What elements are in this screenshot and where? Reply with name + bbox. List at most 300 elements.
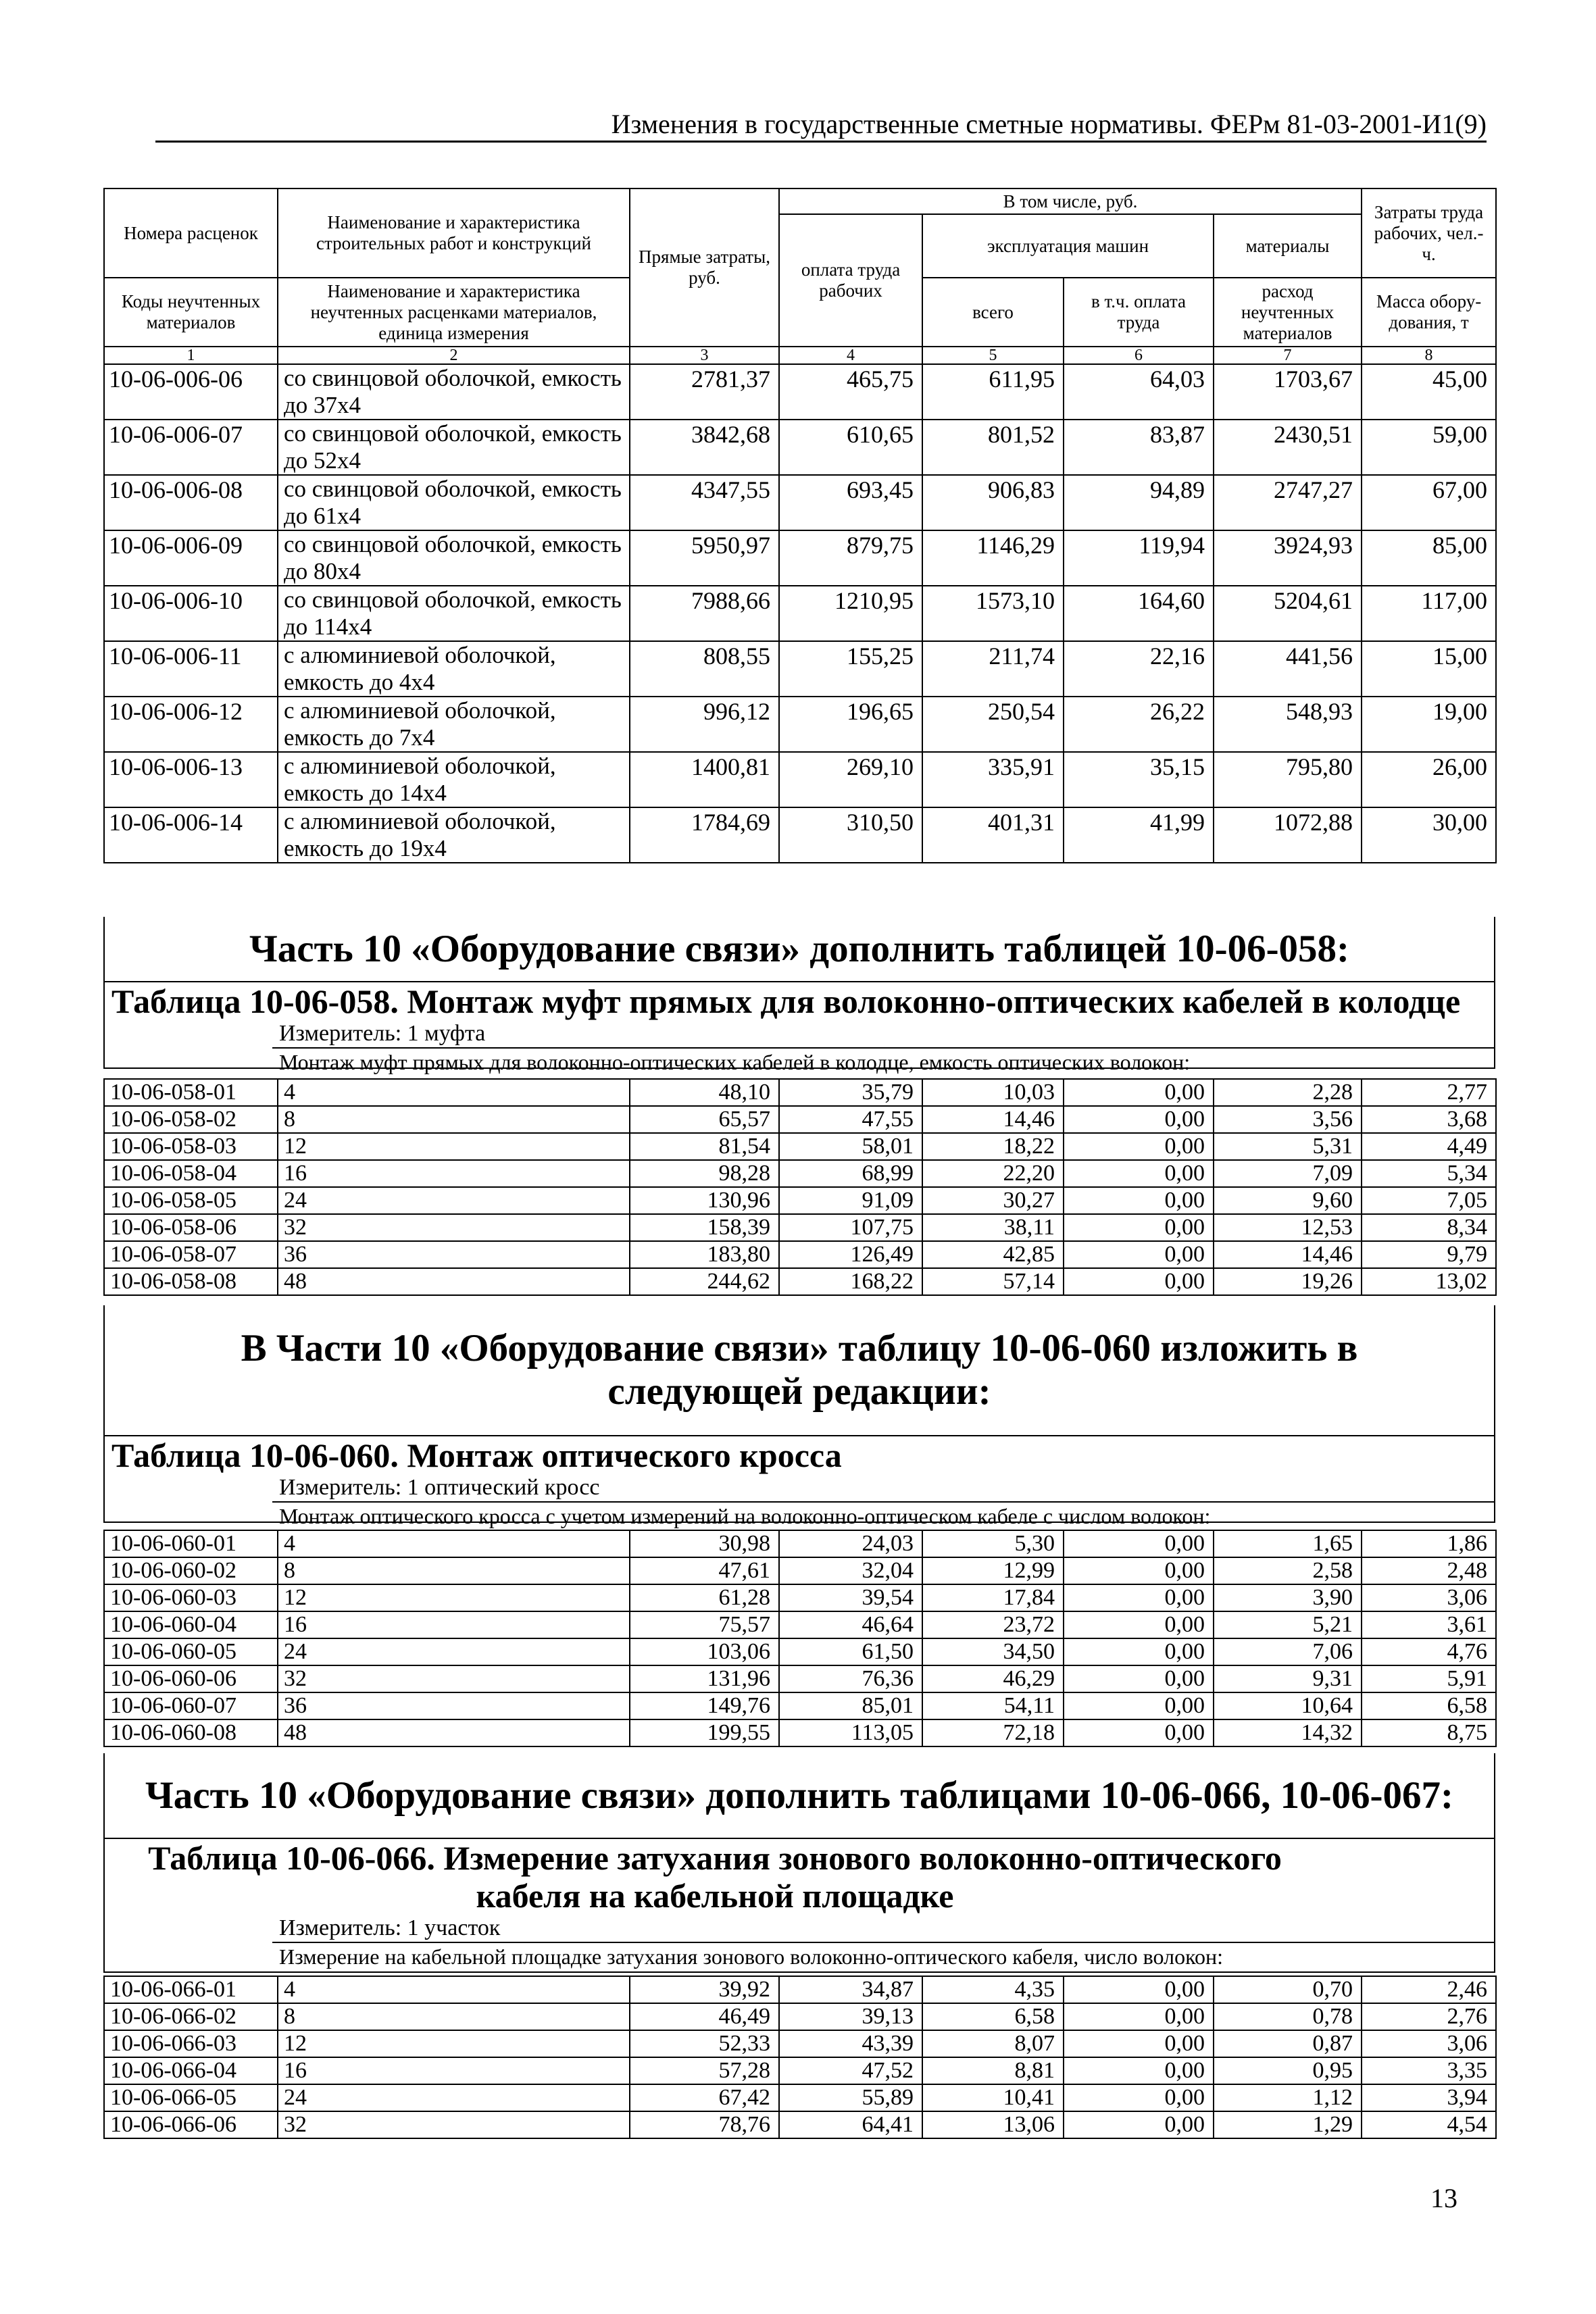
value-cell: 0,00 [1064, 1079, 1214, 1106]
header-row-1 [104, 188, 1496, 214]
value-cell: 2781,37 [630, 364, 779, 420]
value-cell: 3,06 [1362, 1584, 1496, 1611]
col-incl-wages-header: в т.ч. оплата труда [1064, 278, 1214, 347]
table-row [104, 1719, 1496, 1746]
rate-code: 10-06-058-03 [104, 1133, 278, 1160]
value-cell: 0,00 [1064, 2003, 1214, 2030]
value-cell: 35,79 [779, 1079, 922, 1106]
value-cell: 47,55 [779, 1106, 922, 1133]
value-cell: 250,54 [922, 697, 1064, 752]
rate-name: с алюминиевой оболочкой, емкость до 4x4 [278, 641, 630, 697]
value-cell: 1,86 [1362, 1530, 1496, 1557]
table-row [104, 807, 1496, 863]
value-cell: 441,56 [1214, 641, 1362, 697]
value-cell: 117,00 [1362, 586, 1496, 641]
value-cell: 2,48 [1362, 1557, 1496, 1584]
value-cell: 1,12 [1214, 2084, 1362, 2111]
value-cell: 26,22 [1064, 697, 1214, 752]
value-cell: 2,28 [1214, 1079, 1362, 1106]
value-cell: 3,56 [1214, 1106, 1362, 1133]
value-cell: 30,27 [922, 1187, 1064, 1214]
rate-name: со свинцовой оболочкой, емкость до 37x4 [278, 364, 630, 420]
value-cell: 57,14 [922, 1268, 1064, 1295]
table-measure: Измеритель: 1 оптический кросс [279, 1475, 600, 1500]
table-row [104, 1241, 1496, 1268]
table-row [104, 2030, 1496, 2057]
fiber-count: 12 [278, 1584, 630, 1611]
value-cell: 0,00 [1064, 2030, 1214, 2057]
rate-code: 10-06-058-08 [104, 1268, 278, 1295]
rate-code: 10-06-060-07 [104, 1692, 278, 1719]
rate-code: 10-06-058-06 [104, 1214, 278, 1241]
value-cell: 0,00 [1064, 1976, 1214, 2003]
rate-code: 10-06-058-07 [104, 1241, 278, 1268]
page-number: 13 [1430, 2183, 1457, 2213]
value-cell: 0,00 [1064, 1638, 1214, 1665]
fiber-count: 8 [278, 2003, 630, 2030]
table-row [104, 1976, 1496, 2003]
value-cell: 5,30 [922, 1530, 1064, 1557]
value-cell: 0,78 [1214, 2003, 1362, 2030]
index-cell: 3 [630, 347, 779, 364]
rate-code: 10-06-006-13 [104, 752, 278, 807]
value-cell: 310,50 [779, 807, 922, 863]
value-cell: 52,33 [630, 2030, 779, 2057]
fiber-count: 36 [278, 1241, 630, 1268]
fiber-count: 4 [278, 1079, 630, 1106]
value-cell: 168,22 [779, 1268, 922, 1295]
value-cell: 0,00 [1064, 1584, 1214, 1611]
value-cell: 35,15 [1064, 752, 1214, 807]
table-row [104, 2057, 1496, 2084]
value-cell: 30,00 [1362, 807, 1496, 863]
value-cell: 78,76 [630, 2111, 779, 2138]
value-cell: 83,87 [1064, 420, 1214, 475]
value-cell: 98,28 [630, 1160, 779, 1187]
value-cell: 24,03 [779, 1530, 922, 1557]
table-row [104, 1557, 1496, 1584]
value-cell: 34,50 [922, 1638, 1064, 1665]
value-cell: 23,72 [922, 1611, 1064, 1638]
table-row [104, 1133, 1496, 1160]
value-cell: 0,00 [1064, 2057, 1214, 2084]
value-cell: 0,00 [1064, 1611, 1214, 1638]
value-cell: 131,96 [630, 1665, 779, 1692]
value-cell: 1,65 [1214, 1530, 1362, 1557]
value-cell: 0,00 [1064, 1557, 1214, 1584]
value-cell: 19,26 [1214, 1268, 1362, 1295]
value-cell: 61,28 [630, 1584, 779, 1611]
value-cell: 119,94 [1064, 530, 1214, 586]
value-cell: 9,60 [1214, 1187, 1362, 1214]
table-header-block [103, 981, 1495, 1074]
fiber-count: 24 [278, 1638, 630, 1665]
value-cell: 0,00 [1064, 1719, 1214, 1746]
table-row [104, 475, 1496, 530]
rate-code: 10-06-066-01 [104, 1976, 278, 2003]
value-cell: 48,10 [630, 1079, 779, 1106]
section-heading: В Части 10 «Оборудование связи» таблицу 10-06-060 изложить в следующей редакции: [103, 1305, 1495, 1435]
value-cell: 55,89 [779, 2084, 922, 2111]
col-incl-header: В том числе, руб. [779, 188, 1362, 214]
value-cell: 45,00 [1362, 364, 1496, 420]
value-cell: 10,41 [922, 2084, 1064, 2111]
table-measure: Измеритель: 1 муфта [279, 1021, 486, 1046]
value-cell: 13,02 [1362, 1268, 1496, 1295]
value-cell: 199,55 [630, 1719, 779, 1746]
table-row [104, 1106, 1496, 1133]
col-unaccounted-header: расход неучтенных материалов [1214, 278, 1362, 347]
value-cell: 1,29 [1214, 2111, 1362, 2138]
table-row [104, 641, 1496, 697]
value-cell: 3842,68 [630, 420, 779, 475]
value-cell: 611,95 [922, 364, 1064, 420]
fiber-count: 12 [278, 2030, 630, 2057]
table-row [104, 586, 1496, 641]
value-cell: 4,35 [922, 1976, 1064, 2003]
value-cell: 2747,27 [1214, 475, 1362, 530]
table-row [104, 2003, 1496, 2030]
value-cell: 59,00 [1362, 420, 1496, 475]
table-row [104, 1584, 1496, 1611]
value-cell: 12,99 [922, 1557, 1064, 1584]
value-cell: 85,01 [779, 1692, 922, 1719]
value-cell: 103,06 [630, 1638, 779, 1665]
value-cell: 155,25 [779, 641, 922, 697]
value-cell: 41,99 [1064, 807, 1214, 863]
value-cell: 67,42 [630, 2084, 779, 2111]
value-cell: 54,11 [922, 1692, 1064, 1719]
rate-name: с алюминиевой оболочкой, емкость до 19x4 [278, 807, 630, 863]
value-cell: 47,61 [630, 1557, 779, 1584]
table-title: Таблица 10-06-060. Монтаж оптического кросса [111, 1436, 842, 1474]
rate-code: 10-06-006-06 [104, 364, 278, 420]
value-cell: 5,34 [1362, 1160, 1496, 1187]
col-wages-header: оплата труда рабочих [779, 214, 922, 347]
value-cell: 1573,10 [922, 586, 1064, 641]
table-title: Таблица 10-06-066. Измерение затухания зонового волоконно-оптического кабеля на кабельной площадке [148, 1839, 1282, 1915]
table-10-06-066 [103, 1976, 1497, 2139]
rate-code: 10-06-058-02 [104, 1106, 278, 1133]
value-cell: 7,05 [1362, 1187, 1496, 1214]
table-header-block [103, 1838, 1495, 1973]
col-codes-header: Коды неучтенных материалов [104, 278, 278, 347]
rate-code: 10-06-060-03 [104, 1584, 278, 1611]
value-cell: 795,80 [1214, 752, 1362, 807]
value-cell: 81,54 [630, 1133, 779, 1160]
value-cell: 269,10 [779, 752, 922, 807]
value-cell: 1210,95 [779, 586, 922, 641]
col-name-header: Наименование и характеристика строительных работ и конструкций [278, 188, 630, 278]
value-cell: 906,83 [922, 475, 1064, 530]
fiber-count: 36 [278, 1692, 630, 1719]
value-cell: 39,13 [779, 2003, 922, 2030]
value-cell: 34,87 [779, 1976, 922, 2003]
rate-name: со свинцовой оболочкой, емкость до 52x4 [278, 420, 630, 475]
rate-code: 10-06-066-06 [104, 2111, 278, 2138]
value-cell: 113,05 [779, 1719, 922, 1746]
value-cell: 4,49 [1362, 1133, 1496, 1160]
value-cell: 7988,66 [630, 586, 779, 641]
table-row [104, 1611, 1496, 1638]
value-cell: 7,06 [1214, 1638, 1362, 1665]
table-row [104, 1530, 1496, 1557]
value-cell: 4,54 [1362, 2111, 1496, 2138]
value-cell: 0,00 [1064, 1106, 1214, 1133]
value-cell: 149,76 [630, 1692, 779, 1719]
index-row [104, 347, 1496, 364]
fiber-count: 16 [278, 1160, 630, 1187]
table-row [104, 1665, 1496, 1692]
value-cell: 5,91 [1362, 1665, 1496, 1692]
value-cell: 5950,97 [630, 530, 779, 586]
value-cell: 0,00 [1064, 1665, 1214, 1692]
table-row [104, 420, 1496, 475]
value-cell: 17,84 [922, 1584, 1064, 1611]
value-cell: 68,99 [779, 1160, 922, 1187]
rate-code: 10-06-006-12 [104, 697, 278, 752]
table-row [104, 2084, 1496, 2111]
value-cell: 183,80 [630, 1241, 779, 1268]
table-row [104, 364, 1496, 420]
rate-name: с алюминиевой оболочкой, емкость до 7x4 [278, 697, 630, 752]
value-cell: 18,22 [922, 1133, 1064, 1160]
value-cell: 401,31 [922, 807, 1064, 863]
value-cell: 12,53 [1214, 1214, 1362, 1241]
value-cell: 130,96 [630, 1187, 779, 1214]
value-cell: 244,62 [630, 1268, 779, 1295]
value-cell: 3,94 [1362, 2084, 1496, 2111]
table-subtitle: Монтаж оптического кросса с учетом измерений на волоконно-оптическом кабеле с числом волокон: [272, 1501, 1494, 1530]
table-subtitle: Измерение на кабельной площадке затухания зонового волоконно-оптического кабеля, число волокон: [272, 1942, 1494, 1970]
value-cell: 42,85 [922, 1241, 1064, 1268]
value-cell: 164,60 [1064, 586, 1214, 641]
table-title: Таблица 10-06-058. Монтаж муфт прямых для волоконно-оптических кабелей в колодце [111, 982, 1461, 1020]
index-cell: 8 [1362, 347, 1496, 364]
fiber-count: 48 [278, 1268, 630, 1295]
value-cell: 158,39 [630, 1214, 779, 1241]
index-cell: 7 [1214, 347, 1362, 364]
col-labor-header: Затраты труда рабочих, чел.-ч. [1362, 188, 1496, 278]
table-row [104, 2111, 1496, 2138]
value-cell: 548,93 [1214, 697, 1362, 752]
section-heading: Часть 10 «Оборудование связи» дополнить таблицей 10-06-058: [103, 917, 1495, 981]
value-cell: 808,55 [630, 641, 779, 697]
value-cell: 211,74 [922, 641, 1064, 697]
value-cell: 1400,81 [630, 752, 779, 807]
index-cell: 1 [104, 347, 278, 364]
value-cell: 9,31 [1214, 1665, 1362, 1692]
col-machines-header: эксплуатация машин [922, 214, 1214, 278]
fiber-count: 24 [278, 2084, 630, 2111]
value-cell: 76,36 [779, 1665, 922, 1692]
table-row [104, 1692, 1496, 1719]
fiber-count: 12 [278, 1133, 630, 1160]
value-cell: 2430,51 [1214, 420, 1362, 475]
table-10-06-060 [103, 1530, 1497, 1747]
table-measure: Измеритель: 1 участок [279, 1915, 501, 1940]
fiber-count: 32 [278, 1665, 630, 1692]
value-cell: 0,00 [1064, 2084, 1214, 2111]
value-cell: 0,00 [1064, 2111, 1214, 2138]
value-cell: 5,31 [1214, 1133, 1362, 1160]
col-total-header: всего [922, 278, 1064, 347]
value-cell: 126,49 [779, 1241, 922, 1268]
value-cell: 32,04 [779, 1557, 922, 1584]
value-cell: 0,00 [1064, 1160, 1214, 1187]
table-header-block [103, 1435, 1495, 1528]
value-cell: 61,50 [779, 1638, 922, 1665]
value-cell: 39,92 [630, 1976, 779, 2003]
section-heading: Часть 10 «Оборудование связи» дополнить таблицами 10-06-066, 10-06-067: [103, 1753, 1495, 1838]
value-cell: 0,00 [1064, 1133, 1214, 1160]
value-cell: 67,00 [1362, 475, 1496, 530]
value-cell: 1146,29 [922, 530, 1064, 586]
fiber-count: 32 [278, 1214, 630, 1241]
value-cell: 3,90 [1214, 1584, 1362, 1611]
rate-code: 10-06-006-07 [104, 420, 278, 475]
fiber-count: 48 [278, 1719, 630, 1746]
value-cell: 19,00 [1362, 697, 1496, 752]
table-row [104, 697, 1496, 752]
table-row [104, 1160, 1496, 1187]
value-cell: 0,95 [1214, 2057, 1362, 2084]
value-cell: 91,09 [779, 1187, 922, 1214]
main-table-body [104, 364, 1496, 863]
fiber-count: 4 [278, 1976, 630, 2003]
value-cell: 8,07 [922, 2030, 1064, 2057]
table-10-06-058 [103, 1078, 1497, 1296]
rate-name: со свинцовой оболочкой, емкость до 114x4 [278, 586, 630, 641]
rate-code: 10-06-060-01 [104, 1530, 278, 1557]
value-cell: 75,57 [630, 1611, 779, 1638]
value-cell: 0,00 [1064, 1692, 1214, 1719]
value-cell: 0,00 [1064, 1530, 1214, 1557]
value-cell: 3,61 [1362, 1611, 1496, 1638]
value-cell: 15,00 [1362, 641, 1496, 697]
value-cell: 30,98 [630, 1530, 779, 1557]
table-row [104, 1268, 1496, 1295]
col-material-name-header: Наименование и характеристика неучтенных расценками материалов, единица измерения [278, 278, 630, 347]
col-number-header: Номера расценок [104, 188, 278, 278]
value-cell: 58,01 [779, 1133, 922, 1160]
page-header: Изменения в государственные сметные нормативы. ФЕРм 81-03-2001-И1(9) [155, 108, 1487, 143]
value-cell: 7,09 [1214, 1160, 1362, 1187]
value-cell: 196,65 [779, 697, 922, 752]
value-cell: 22,20 [922, 1160, 1064, 1187]
rate-code: 10-06-058-01 [104, 1079, 278, 1106]
value-cell: 1784,69 [630, 807, 779, 863]
rate-code: 10-06-058-04 [104, 1160, 278, 1187]
rate-code: 10-06-060-02 [104, 1557, 278, 1584]
value-cell: 10,03 [922, 1079, 1064, 1106]
value-cell: 14,46 [922, 1106, 1064, 1133]
rate-code: 10-06-060-06 [104, 1665, 278, 1692]
fiber-count: 32 [278, 2111, 630, 2138]
value-cell: 0,70 [1214, 1976, 1362, 2003]
value-cell: 3,68 [1362, 1106, 1496, 1133]
value-cell: 64,41 [779, 2111, 922, 2138]
value-cell: 801,52 [922, 420, 1064, 475]
value-cell: 107,75 [779, 1214, 922, 1241]
table-row [104, 1638, 1496, 1665]
rate-code: 10-06-006-10 [104, 586, 278, 641]
rate-code: 10-06-066-03 [104, 2030, 278, 2057]
value-cell: 85,00 [1362, 530, 1496, 586]
rate-name: с алюминиевой оболочкой, емкость до 14x4 [278, 752, 630, 807]
table-row [104, 530, 1496, 586]
value-cell: 693,45 [779, 475, 922, 530]
value-cell: 4347,55 [630, 475, 779, 530]
value-cell: 465,75 [779, 364, 922, 420]
rate-code: 10-06-060-04 [104, 1611, 278, 1638]
value-cell: 335,91 [922, 752, 1064, 807]
value-cell: 0,00 [1064, 1214, 1214, 1241]
value-cell: 2,77 [1362, 1079, 1496, 1106]
value-cell: 8,75 [1362, 1719, 1496, 1746]
value-cell: 1072,88 [1214, 807, 1362, 863]
value-cell: 94,89 [1064, 475, 1214, 530]
value-cell: 6,58 [922, 2003, 1064, 2030]
rate-code: 10-06-006-14 [104, 807, 278, 863]
value-cell: 65,57 [630, 1106, 779, 1133]
value-cell: 72,18 [922, 1719, 1064, 1746]
fiber-count: 16 [278, 1611, 630, 1638]
value-cell: 26,00 [1362, 752, 1496, 807]
value-cell: 46,29 [922, 1665, 1064, 1692]
fiber-count: 16 [278, 2057, 630, 2084]
rate-code: 10-06-060-08 [104, 1719, 278, 1746]
value-cell: 5204,61 [1214, 586, 1362, 641]
value-cell: 13,06 [922, 2111, 1064, 2138]
fiber-count: 4 [278, 1530, 630, 1557]
rate-code: 10-06-066-04 [104, 2057, 278, 2084]
value-cell: 879,75 [779, 530, 922, 586]
value-cell: 43,39 [779, 2030, 922, 2057]
value-cell: 38,11 [922, 1214, 1064, 1241]
value-cell: 8,81 [922, 2057, 1064, 2084]
rate-code: 10-06-066-02 [104, 2003, 278, 2030]
value-cell: 3924,93 [1214, 530, 1362, 586]
fiber-count: 8 [278, 1106, 630, 1133]
value-cell: 2,76 [1362, 2003, 1496, 2030]
rate-code: 10-06-006-08 [104, 475, 278, 530]
value-cell: 57,28 [630, 2057, 779, 2084]
value-cell: 46,64 [779, 1611, 922, 1638]
value-cell: 2,46 [1362, 1976, 1496, 2003]
value-cell: 0,00 [1064, 1268, 1214, 1295]
value-cell: 8,34 [1362, 1214, 1496, 1241]
value-cell: 0,00 [1064, 1241, 1214, 1268]
value-cell: 0,00 [1064, 1187, 1214, 1214]
value-cell: 22,16 [1064, 641, 1214, 697]
value-cell: 9,79 [1362, 1241, 1496, 1268]
value-cell: 5,21 [1214, 1611, 1362, 1638]
index-cell: 5 [922, 347, 1064, 364]
col-mass-header: Масса обору-дования, т [1362, 278, 1496, 347]
value-cell: 996,12 [630, 697, 779, 752]
rate-name: со свинцовой оболочкой, емкость до 61x4 [278, 475, 630, 530]
table-row [104, 1187, 1496, 1214]
index-cell: 2 [278, 347, 630, 364]
rate-code: 10-06-006-09 [104, 530, 278, 586]
table-row [104, 1214, 1496, 1241]
fiber-count: 8 [278, 1557, 630, 1584]
value-cell: 3,06 [1362, 2030, 1496, 2057]
value-cell: 610,65 [779, 420, 922, 475]
rate-code: 10-06-058-05 [104, 1187, 278, 1214]
rate-code: 10-06-066-05 [104, 2084, 278, 2111]
